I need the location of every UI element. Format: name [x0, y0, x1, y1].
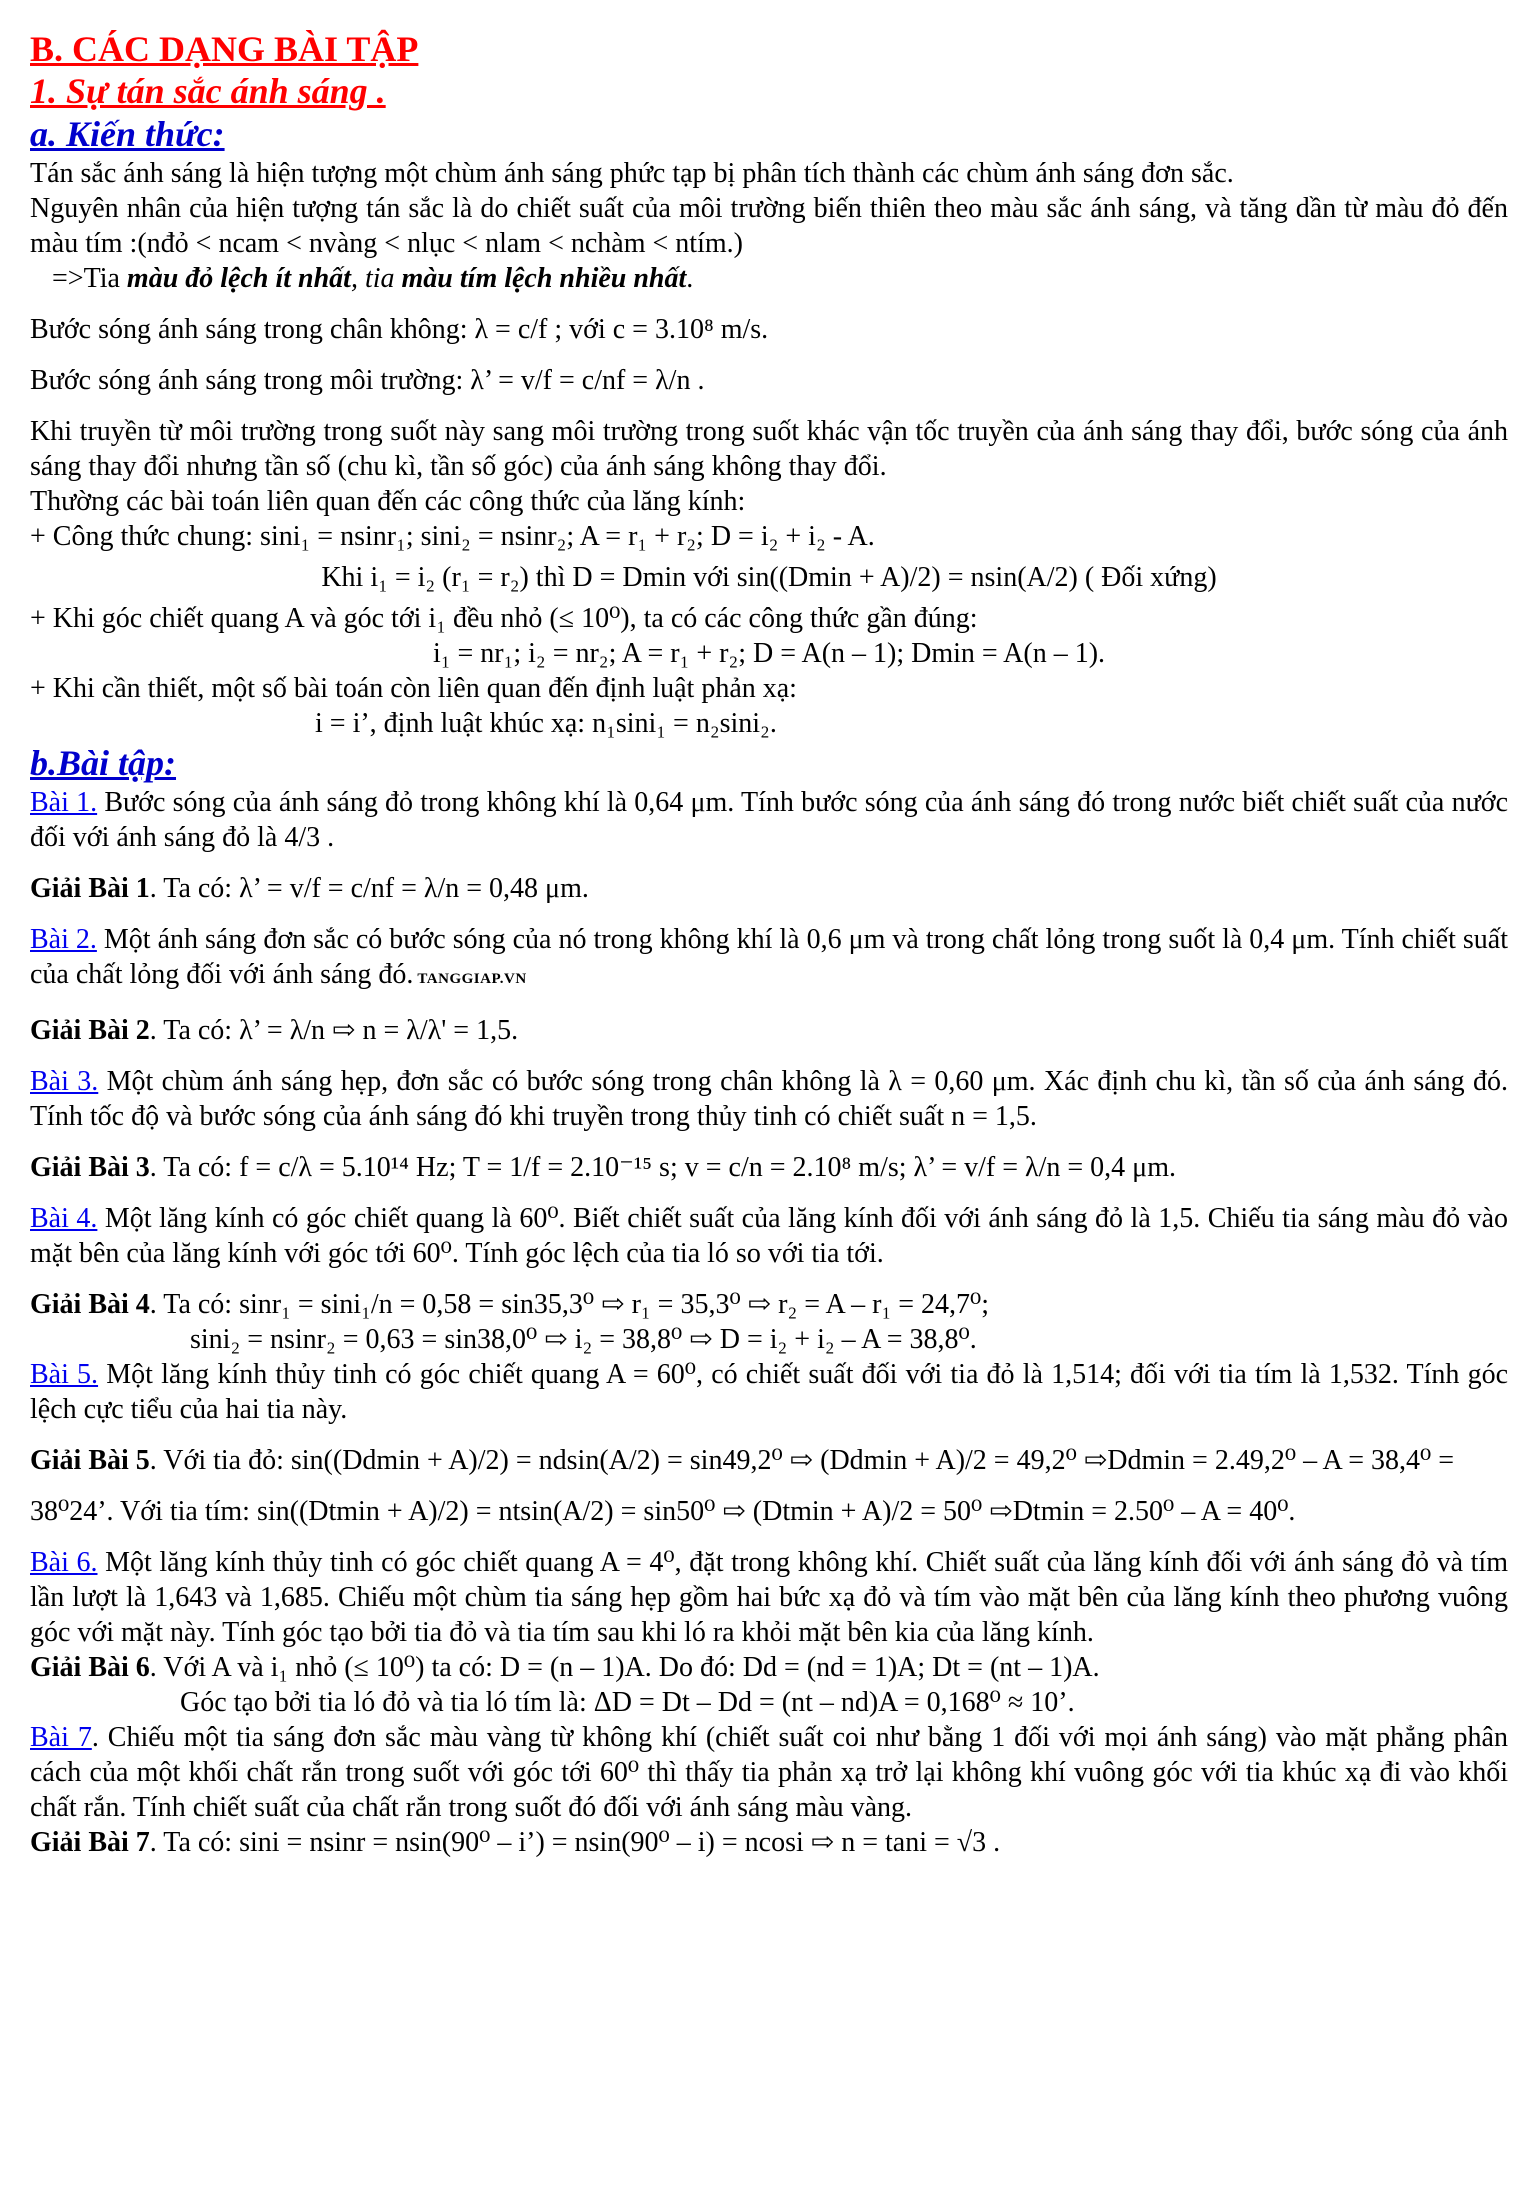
- solution-5-line2: 38⁰24’. Với tia tím: sin((Dtmin + A)/2) = ntsin(A/2) = sin50⁰ ⇨ (Dtmin + A)/2 = 50⁰ ⇨Dtmin = 2.50⁰ – A = 40⁰.: [30, 1496, 1296, 1527]
- exercise-3: Bài 3. Một chùm ánh sáng hẹp, đơn sắc có bước sóng trong chân không là λ = 0,60 μm. Xác định chu kì, tần số của ánh sáng đó. Tính tốc độ và bước sóng của ánh sáng đó khi truyền trong thủy tinh có chiết suất n = 1,5.: [30, 1066, 1509, 1132]
- theory-p9: Khi i₁ = i₂ (r₁ = r₂) thì D = Dmin với sin((Dmin + A)/2) = nsin(A/2) ( Đối xứng): [321, 562, 1217, 593]
- theory-p5: Bước sóng ánh sáng trong môi trường: λ’ = v/f = c/nf = λ/n .: [30, 365, 705, 396]
- watermark: TANGGIAP.VN: [417, 971, 527, 987]
- solution-2: Giải Bài 2. Ta có: λ’ = λ/n ⇨ n = λ/λ' = 1,5.: [30, 1015, 519, 1046]
- theory-p13: i = i’, định luật khúc xạ: n₁sini₁ = n₂sini₂.: [315, 708, 777, 739]
- exercise-5: Bài 5. Một lăng kính thủy tinh có góc chiết quang A = 60⁰, có chiết suất đối với tia đỏ là 1,514; đối với tia tím là 1,532. Tính góc lệch cực tiểu của hai tia này.: [30, 1359, 1508, 1425]
- solution-3: Giải Bài 3. Ta có: f = c/λ = 5.10¹⁴ Hz; T = 1/f = 2.10⁻¹⁵ s; v = c/n = 2.10⁸ m/s; λ’ = v/f = λ/n = 0,4 μm.: [30, 1152, 1176, 1183]
- exercise-3-link[interactable]: Bài 3.: [30, 1066, 99, 1097]
- theory-p7: Thường các bài toán liên quan đến các công thức của lăng kính:: [30, 486, 746, 517]
- theory-p4: Bước sóng ánh sáng trong chân không: λ = c/f ; với c = 3.10⁸ m/s.: [30, 314, 769, 345]
- exercise-1: Bài 1. Bước sóng của ánh sáng đỏ trong không khí là 0,64 μm. Tính bước sóng của ánh sáng đó trong nước biết chiết suất của nước đối với ánh sáng đỏ là 4/3 .: [30, 787, 1508, 853]
- exercise-2-link[interactable]: Bài 2.: [30, 924, 97, 955]
- heading-main: B. CÁC DẠNG BÀI TẬP: [30, 29, 419, 69]
- exercise-7-link[interactable]: Bài 7: [30, 1722, 92, 1753]
- exercise-6: Bài 6. Một lăng kính thủy tinh có góc chiết quang A = 4⁰, đặt trong không khí. Chiết suất của lăng kính đối với ánh sáng đỏ và tím lần lượt là 1,643 và 1,685. Chiếu một chùm tia sáng hẹp gồm hai bức xạ đỏ và tím vào mặt bên của lăng kính theo phương vuông góc với mặt này. Tính góc tạo bởi tia đỏ và tia tím sau khi ló ra khỏi mặt bên kia của lăng kính.: [30, 1547, 1508, 1648]
- theory-p2: Nguyên nhân của hiện tượng tán sắc là do chiết suất của môi trường biến thiên theo màu sắc ánh sáng, và tăng dần từ màu đỏ đến màu tím :(nđỏ < ncam < nvàng < nlục < nlam < nchàm < ntím.): [30, 193, 1508, 259]
- theory-p3: =>Tia màu đỏ lệch ít nhất, tia màu tím lệch nhiều nhất.: [52, 263, 694, 294]
- solution-4: Giải Bài 4. Ta có: sinr₁ = sini₁/n = 0,58 = sin35,3⁰ ⇨ r₁ = 35,3⁰ ⇨ r₂ = A – r₁ = 24,7⁰;: [30, 1289, 990, 1320]
- theory-p8: + Công thức chung: sini₁ = nsinr₁; sini₂ = nsinr₂; A = r₁ + r₂; D = i₂ + i₂ - A.: [30, 521, 875, 552]
- heading-exercises: b.Bài tập:: [30, 743, 177, 783]
- theory-p10: + Khi góc chiết quang A và góc tới i₁ đều nhỏ (≤ 10⁰), ta có các công thức gần đúng:: [30, 603, 978, 634]
- theory-p6: Khi truyền từ môi trường trong suốt này sang môi trường trong suốt khác vận tốc truyền của ánh sáng thay đổi, bước sóng của ánh sáng thay đổi nhưng tần số (chu kì, tần số góc) của ánh sáng không thay đổi.: [30, 416, 1508, 482]
- theory-p12: + Khi cần thiết, một số bài toán còn liên quan đến định luật phản xạ:: [30, 673, 797, 704]
- heading-section: 1. Sự tán sắc ánh sáng .: [30, 71, 386, 111]
- exercise-4-link[interactable]: Bài 4.: [30, 1203, 98, 1234]
- solution-5: Giải Bài 5. Với tia đỏ: sin((Ddmin + A)/2) = ndsin(A/2) = sin49,2⁰ ⇨ (Ddmin + A)/2 = 49,2⁰ ⇨Ddmin = 2.49,2⁰ – A = 38,4⁰ =: [30, 1445, 1455, 1476]
- theory-p11: i₁ = nr₁; i₂ = nr₂; A = r₁ + r₂; D = A(n – 1); Dmin = A(n – 1).: [432, 638, 1106, 669]
- heading-theory: a. Kiến thức:: [30, 114, 225, 154]
- exercise-5-link[interactable]: Bài 5.: [30, 1359, 99, 1390]
- document-page: [30, 28, 1508, 1860]
- exercise-2: Bài 2. Một ánh sáng đơn sắc có bước sóng của nó trong không khí là 0,6 μm và trong chất lỏng trong suốt là 0,4 μm. Tính chiết suất của chất lỏng đối với ánh sáng đó. TANGGIAP.VN: [30, 924, 1508, 990]
- solution-6-line2: Góc tạo bởi tia ló đỏ và tia ló tím là: ΔD = Dt – Dd = (nt – nd)A = 0,168⁰ ≈ 10’.: [180, 1687, 1075, 1718]
- solution-4-line2: sini₂ = nsinr₂ = 0,63 = sin38,0⁰ ⇨ i₂ = 38,8⁰ ⇨ D = i₂ + i₂ – A = 38,8⁰.: [190, 1324, 977, 1355]
- exercise-1-link[interactable]: Bài 1.: [30, 787, 98, 818]
- exercise-7: Bài 7. Chiếu một tia sáng đơn sắc màu vàng từ không khí (chiết suất coi như bằng 1 đối với mọi ánh sáng) vào mặt phẳng phân cách của một khối chất rắn trong suốt với góc tới 60⁰ thì thấy tia phản xạ trở lại không khí vuông góc với tia khúc xạ đi vào khối chất rắn. Tính chiết suất của chất rắn trong suốt đó đối với ánh sáng màu vàng.: [30, 1722, 1508, 1823]
- exercise-4: Bài 4. Một lăng kính có góc chiết quang là 60⁰. Biết chiết suất của lăng kính đối với ánh sáng đỏ là 1,5. Chiếu tia sáng màu đỏ vào mặt bên của lăng kính với góc tới 60⁰. Tính góc lệch của tia ló so với tia tới.: [30, 1203, 1508, 1269]
- exercise-6-link[interactable]: Bài 6.: [30, 1547, 98, 1578]
- solution-7: Giải Bài 7. Ta có: sini = nsinr = nsin(90⁰ – i’) = nsin(90⁰ – i) = ncosi ⇨ n = tani = √3 .: [30, 1827, 1001, 1858]
- solution-6: Giải Bài 6. Với A và i₁ nhỏ (≤ 10⁰) ta có: D = (n – 1)A. Do đó: Dd = (nd = 1)A; Dt = (nt – 1)A.: [30, 1652, 1100, 1683]
- theory-p1: Tán sắc ánh sáng là hiện tượng một chùm ánh sáng phức tạp bị phân tích thành các chùm ánh sáng đơn sắc.: [30, 158, 1234, 189]
- solution-1: Giải Bài 1. Ta có: λ’ = v/f = c/nf = λ/n = 0,48 μm.: [30, 873, 589, 904]
